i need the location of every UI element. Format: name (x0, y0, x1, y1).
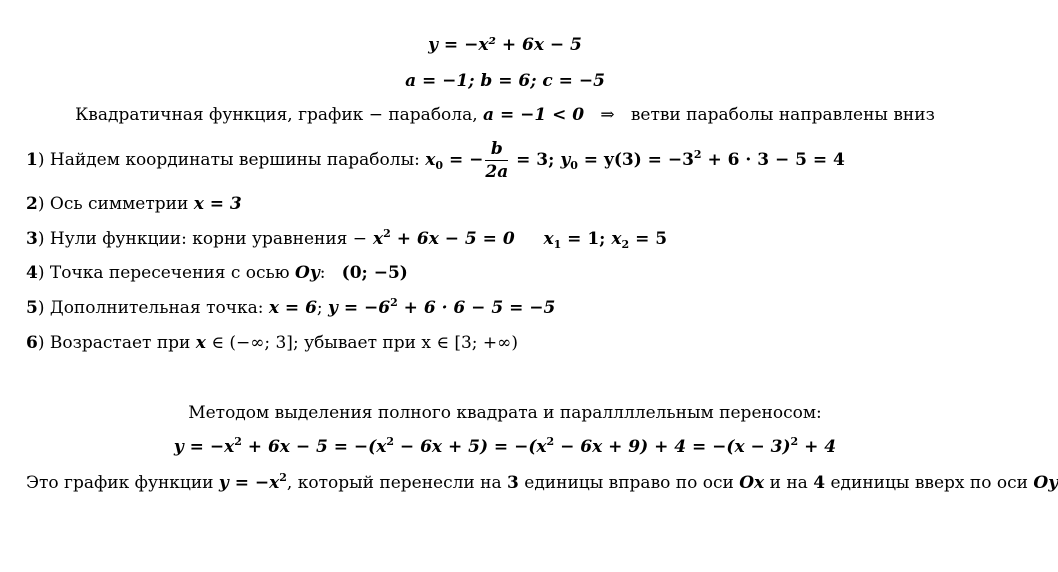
cs-part-1: y = −x (173, 437, 235, 457)
x0-var: x (425, 150, 436, 170)
step-5-y-a: y = −6 (328, 298, 391, 318)
method-conclusion (26, 472, 1058, 494)
y0-sup: 2 (693, 148, 702, 161)
conclusion-t2: , который перенесли на (286, 473, 508, 493)
intro-line (0, 104, 1010, 126)
conclusion-axis-oy: Oy (1033, 473, 1058, 493)
y0-sub: 0 (570, 159, 578, 172)
step-6-number: 6 (26, 333, 38, 353)
conclusion-t1: Это график функции (26, 473, 219, 493)
step-5-y-sup: 2 (390, 296, 398, 309)
step-4-colon: : (319, 263, 326, 283)
step-3-eq-sup: 2 (383, 227, 391, 240)
step-2-number: 2 (26, 194, 38, 214)
implies-arrow: ⇒ (600, 105, 615, 125)
step-5-y-b: + 6 · 6 − 5 = −5 (397, 298, 556, 318)
intro-conclusion: ветви параболы направлены вниз (630, 105, 935, 125)
step-5 (26, 297, 555, 319)
fraction-denominator: 2a (485, 162, 509, 182)
conclusion-t5: единицы вверх по оси (825, 473, 1034, 493)
conclusion-t4: и на (764, 473, 814, 493)
fraction-numerator: b (485, 138, 508, 161)
root-1-value: = 1; (561, 229, 612, 249)
step-3-eq-b: + 6x − 5 = 0 (390, 229, 515, 249)
step-1 (26, 136, 845, 184)
x0-sub: 0 (435, 159, 444, 172)
conclusion-t3: единицы вправо по оси (518, 473, 740, 493)
conclusion-m1-sup: 2 (279, 471, 287, 484)
cs-part-2: + 6x − 5 = −(x (241, 437, 387, 457)
step-1-number: 1 (26, 150, 38, 170)
root-1-var: x (543, 229, 554, 249)
main-equation (0, 34, 1010, 56)
cs-sup-2: 2 (386, 435, 394, 448)
coefficients (0, 70, 1010, 92)
conclusion-n1: 3 (507, 473, 519, 493)
step-2-text: ) Ось симметрии (37, 194, 194, 214)
step-3-eq-a: x (367, 229, 384, 249)
intro-condition: a = −1 < 0 (483, 105, 585, 125)
step-6-text: ) Возрастает при (37, 333, 196, 353)
root-1-sub: 1 (553, 238, 562, 251)
step-5-sep: ; (316, 298, 329, 318)
step-5-text: ) Дополнительная точка: (37, 298, 269, 318)
intro-text: Квадратичная функция, график − парабола, (75, 105, 478, 125)
completed-square-equation (0, 436, 1010, 458)
cs-sup-1: 2 (234, 435, 242, 448)
step-6-var: x (195, 333, 206, 353)
method-heading (0, 402, 1010, 424)
step-3-text: ) Нули функции: корни уравнения − (37, 229, 368, 249)
method-heading-text: Методом выделения полного квадрата и параллллельным переносом: (188, 403, 822, 423)
cs-part-4: − 6x + 9) + 4 = −(x − 3) (554, 437, 791, 457)
root-2-var: x (611, 229, 622, 249)
step-4-axis: Oy (295, 263, 320, 283)
step-4-text: ) Точка пересечения с осью (37, 263, 296, 283)
step-5-x: x = 6 (268, 298, 317, 318)
x0-rest: = 3; (510, 150, 561, 170)
conclusion-n2: 4 (813, 473, 826, 493)
y0-var: y (560, 150, 571, 170)
step-6-decrease: ; убывает при x ∈ [3; +∞) (292, 333, 518, 353)
step-4-point: (0; −5) (341, 263, 408, 283)
step-3-number: 3 (26, 229, 38, 249)
step-4-number: 4 (26, 263, 38, 283)
cs-part-5: + 4 (798, 437, 837, 457)
conclusion-m1: y = −x (218, 473, 280, 493)
step-6 (26, 332, 518, 354)
step-6-increase-interval: ∈ (−∞; 3] (205, 333, 293, 353)
cs-sup-3: 2 (546, 435, 555, 448)
y0-rest-a: = y(3) = −3 (577, 150, 694, 170)
fraction-b-over-2a (485, 138, 508, 183)
step-4 (26, 262, 408, 284)
step-2 (26, 193, 242, 215)
step-1-text: ) Найдем координаты вершины параболы: (37, 150, 420, 170)
step-3 (26, 228, 667, 250)
main-equation-text: y = −x² + 6x − 5 (428, 35, 582, 55)
root-2-value: = 5 (629, 229, 668, 249)
y0-rest-b: + 6 · 3 − 5 = 4 (701, 150, 845, 170)
step-5-number: 5 (26, 298, 38, 318)
root-2-sub: 2 (621, 238, 630, 251)
coefficients-text: a = −1; b = 6; c = −5 (405, 71, 605, 91)
conclusion-axis-ox: Ox (739, 473, 765, 493)
x0-eq: = − (443, 150, 484, 170)
cs-part-3: − 6x + 5) = −(x (394, 437, 547, 457)
cs-sup-4: 2 (790, 435, 799, 448)
step-2-math: x = 3 (193, 194, 242, 214)
